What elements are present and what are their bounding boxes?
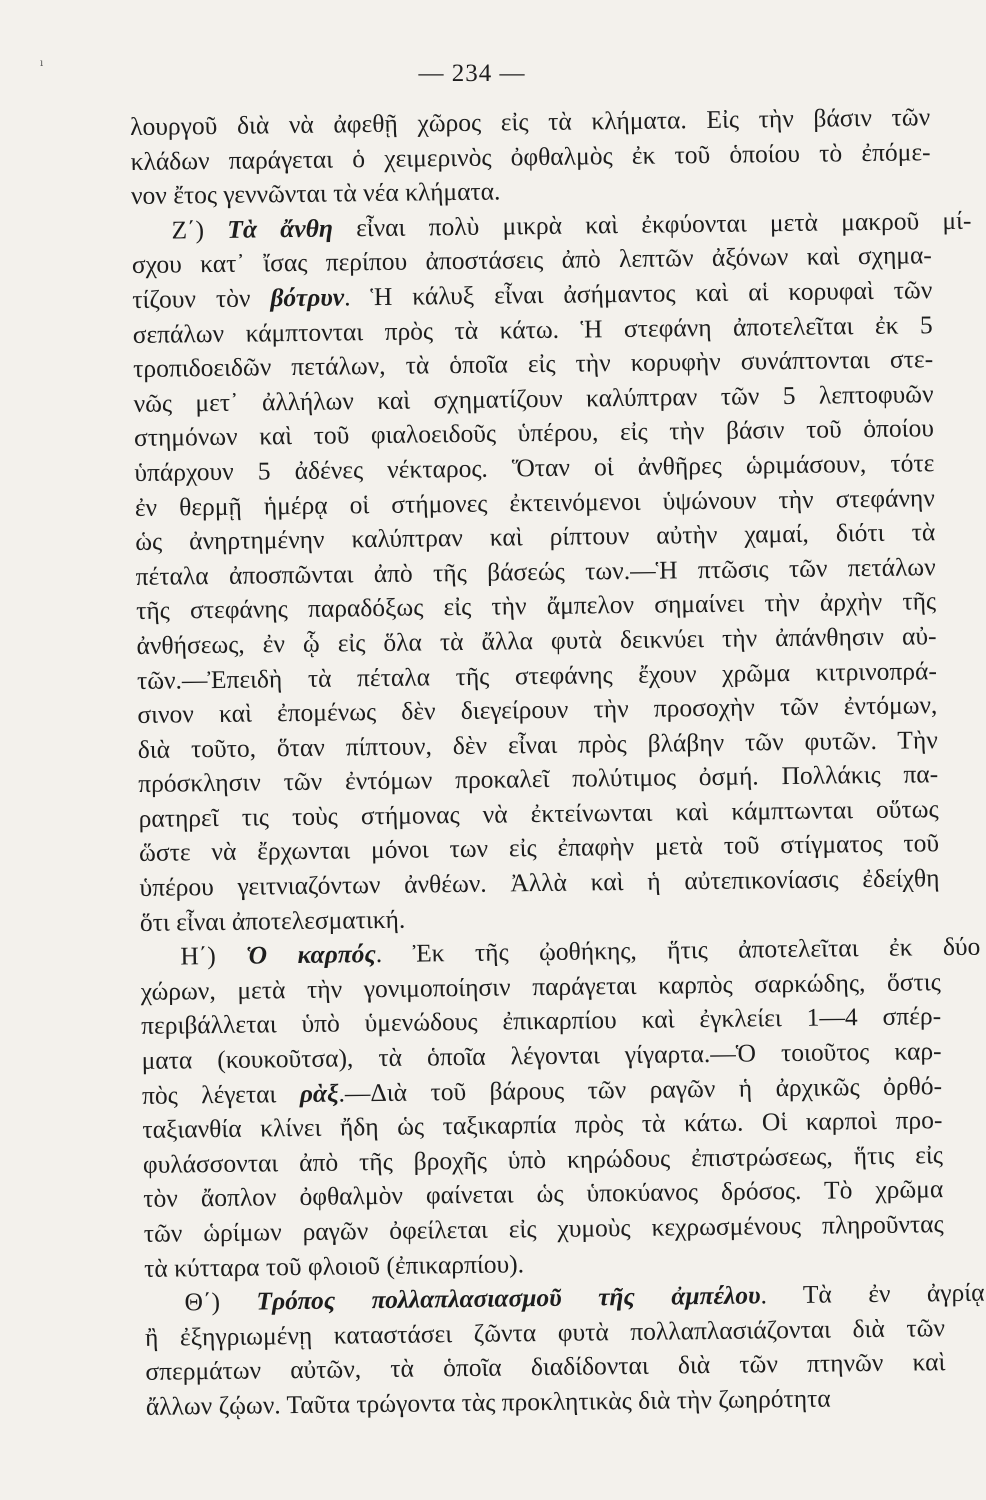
text-segment: νον ἔτος γεννῶνται τὰ νέα κλήματα. bbox=[130, 176, 501, 211]
text-segment: νῶς μετ᾽ ἀλλήλων καὶ σχηματίζουν καλύπτραν τῶν 5 λεπτοφυῶν bbox=[133, 378, 934, 418]
text-segment: σινον καὶ ἐπομένως δὲν διεγείρουν τὴν προσοχὴν τῶν ἐντόμων, bbox=[137, 690, 938, 730]
text-segment: χώρων, μετὰ τὴν γονιμοποίησιν παράγεται καρπὸς σαρκώδης, ὅστις bbox=[140, 967, 941, 1006]
text-segment: ὑπέρου γειτνιαζόντων ἀνθέων. Ἀλλὰ καὶ ἡ αὐτεπικονίασις ἐδείχθη bbox=[139, 863, 940, 903]
text-segment: τῶν.—Ἐπειδὴ τὰ πέταλα τῆς στεφάνης ἔχουν χρῶμα κιτρινοπρά- bbox=[136, 655, 938, 695]
text-segment: ἀνθήσεως, ἐν ᾧ εἰς ὅλα τὰ ἄλλα φυτὰ δεικνύει τὴν ἀπάνθησιν αὐ- bbox=[136, 621, 937, 660]
text-segment: λουργοῦ διὰ νὰ ἀφεθῇ χῶρος εἰς τὰ κλήματα. Εἰς τὴν βάσιν τῶν bbox=[130, 102, 931, 141]
text-segment: διὰ τοῦτο, ὅταν πίπτουν, δὲν εἶναι πρὸς βλάβην τῶν φυτῶν. Τὴν bbox=[137, 724, 938, 764]
text-segment: πέταλα ἀποσπῶνται ἀπὸ τῆς βάσεώς των.—Ἡ πτῶσις τῶν πετάλων bbox=[135, 551, 936, 591]
term-emphasis: ρὰξ bbox=[299, 1078, 339, 1108]
text-segment: φυλάσσονται ἀπὸ τῆς βροχῆς ὑπὸ κηρώδους ἐπιστρώσεως, ἥτις εἰς bbox=[142, 1139, 943, 1179]
term-emphasis: Τὰ ἄνθη bbox=[227, 213, 334, 244]
text-segment: στημόνων καὶ τοῦ φιαλοειδοῦς ὑπέρου, εἰς τὴν βάσιν τοῦ ὁποίου bbox=[133, 413, 935, 453]
text-segment: ταξιανθία κλίνει ἤδη ὡς ταξικαρπία πρὸς τὰ κάτω. Οἱ καρποὶ προ- bbox=[142, 1105, 943, 1145]
text-segment: . Τὰ ἐν ἀγρίᾳ bbox=[760, 1277, 985, 1310]
text-segment: τροπιδοειδῶν πετάλων, τὰ ὁποῖα εἰς τὴν κορυφὴν συνάπτονται στε- bbox=[132, 344, 934, 384]
text-segment: Ζ΄) bbox=[171, 214, 228, 245]
page-number: — 234 — bbox=[418, 60, 526, 87]
body-text bbox=[130, 100, 985, 1424]
text-segment: ὡς ἀνηρτημένην καλύπτραν καὶ ρίπτουν αὐτὴν χαμαί, διότι τὰ bbox=[135, 517, 936, 557]
text-segment: ρατηρεῖ τις τοὺς στήμονας νὰ ἐκτείνωνται καὶ κάμπτωνται οὕτως bbox=[138, 794, 939, 833]
stray-mark: ı bbox=[40, 58, 44, 69]
term-emphasis: βότρυν bbox=[270, 282, 345, 313]
text-segment: . Ἐκ τῆς ᾠοθήκης, ἥτις ἀποτελεῖται ἐκ δύο bbox=[375, 931, 981, 969]
text-segment: ἐν θερμῇ ἡμέρᾳ οἱ στήμονες ἐκτεινόμενοι ὑψώνουν τὴν στεφάνην bbox=[134, 482, 935, 522]
text-segment: κλάδων παράγεται ὁ χειμερινὸς ὀφθαλμὸς ἐκ τοῦ ὁποίου τὸ ἐπόμε- bbox=[130, 136, 931, 176]
text-segment: ὑπάρχουν 5 ἀδένες νέκταρος. Ὅταν οἱ ἀνθῆρες ὡριμάσουν, τότε bbox=[134, 448, 935, 487]
text-segment: τίζουν τὸν bbox=[132, 283, 271, 314]
text-segment: Η΄) bbox=[180, 940, 247, 971]
text-segment: ἄλλων ζῴων. Ταῦτα τρώγοντα τὰς προκλητικὰς διὰ τὴν ζωηρότητα bbox=[145, 1383, 831, 1421]
text-segment: πρόσκλησιν τῶν ἐντόμων προκαλεῖ πολύτιμος ὀσμή. Πολλάκις πα- bbox=[138, 759, 939, 799]
text-segment: ματα (κουκοῦτσα), τὰ ὁποῖα λέγονται γίγαρτα.—Ὁ τοιοῦτος καρ- bbox=[141, 1036, 942, 1075]
text-segment: σχου κατ᾽ ἴσας περίπου ἀποστάσεις ἀπὸ λεπτῶν ἀξόνων καὶ σχημα- bbox=[131, 240, 933, 280]
text-segment: περιβάλλεται ὑπὸ ὑμενώδους ἐπικαρπίου καὶ ἐγκλείει 1—4 σπέρ- bbox=[141, 1001, 942, 1041]
text-segment: πὸς λέγεται bbox=[141, 1078, 300, 1110]
text-segment: Θ΄) bbox=[184, 1286, 257, 1317]
term-emphasis: Ὁ καρπός bbox=[245, 939, 376, 970]
text-segment: τῆς στεφάνης παραδόξως εἰς τὴν ἄμπελον σημαίνει τὴν ἀρχὴν τῆς bbox=[135, 586, 937, 626]
text-segment: .—Διὰ τοῦ βάρους τῶν ραγῶν ἡ ἀρχικῶς ὀρθό- bbox=[338, 1070, 943, 1108]
text-segment: ὥστε νὰ ἔρχωνται μόνοι των εἰς ἐπαφὴν μετὰ τοῦ στίγματος τοῦ bbox=[138, 828, 940, 868]
text-segment: τὸν ἄοπλον ὀφθαλμὸν φαίνεται ὡς ὑποκύανος δρόσος. Τὸ χρῶμα bbox=[143, 1174, 944, 1214]
text-segment: εἶναι πολὺ μικρὰ καὶ ἐκφύονται μετὰ μακροῦ μί- bbox=[332, 205, 972, 243]
text-segment: σεπάλων κάμπτονται πρὸς τὰ κάτω. Ἡ στεφάνη ἀποτελεῖται ἐκ 5 bbox=[132, 309, 933, 349]
text-segment: τῶν ὡρίμων ραγῶν ὀφείλεται εἰς χυμοὺς κεχρωσμένους πληροῦντας bbox=[143, 1209, 944, 1248]
text-segment: σπερμάτων αὐτῶν, τὰ ὁποῖα διαδίδονται διὰ τῶν πτηνῶν καὶ bbox=[145, 1347, 946, 1387]
text-segment: τὰ κύτταρα τοῦ φλοιοῦ (ἐπικαρπίου). bbox=[143, 1248, 525, 1283]
term-emphasis: Τρόπος πολλαπλασιασμοῦ τῆς ἀμπέλου bbox=[256, 1280, 761, 1316]
text-segment: ὅτι εἶναι ἀποτελεσματική. bbox=[139, 904, 406, 937]
text-segment: ἢ ἐξηγριωμένῃ καταστάσει ζῶντα φυτὰ πολλαπλασιάζονται διὰ τῶν bbox=[144, 1312, 946, 1352]
text-segment: . Ἡ κάλυξ εἶναι ἀσήμαντος καὶ αἱ κορυφαὶ τῶν bbox=[343, 275, 933, 312]
